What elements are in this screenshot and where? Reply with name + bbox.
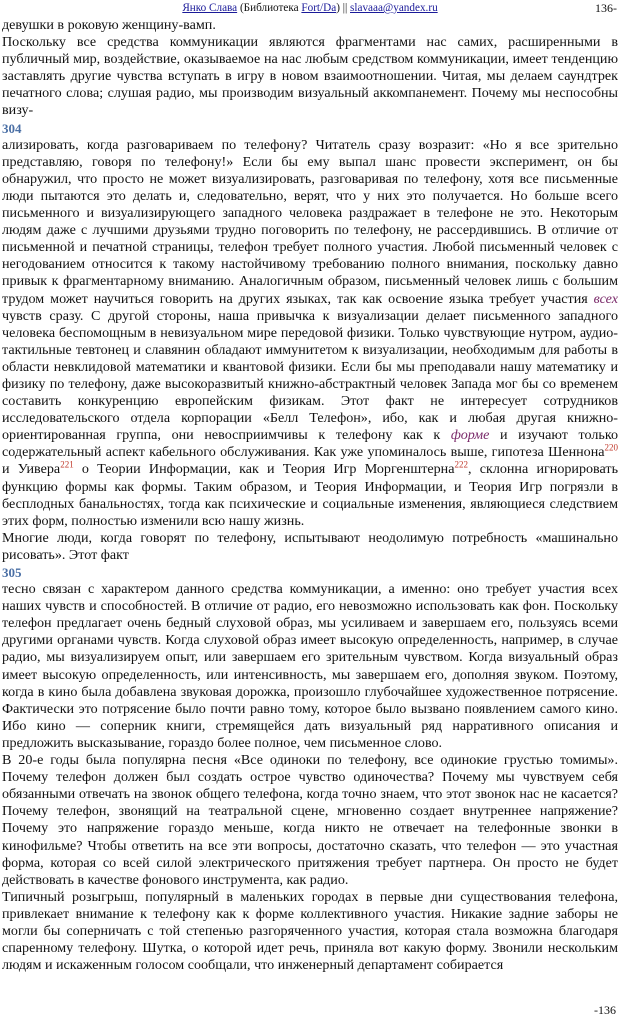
text-run: и изучают только содержательный аспект кабельного обслуживания. Как уже упоминалось выше, гипотеза Шеннона xyxy=(2,427,618,461)
text-run: чувств сразу. С другой стороны, наша привычка к визуализации делает письменного западного человека беспомощным в невизуальном мире передовой физики. Только чувствующие нутром, аудио-тактильные тевтонец и славянин обладают иммунитетом к визуализации, необходимым для работы в области невклидовой математики и квантовой физики. Если бы мы преподавали нашу математику и физику по телефону, даже высокоразвитый книжно-абстрактный человек Запада мог бы со временем составить конкуренцию европейским физикам. Этот факт не интересует сотрудников исследовательского отдела корпорации «Белл Телефон», ибо, как и любая другая книжно-ориентированная группа, они невосприимчивы к телефону как к xyxy=(2,307,618,444)
paragraph: Поскольку все средства коммуникации являются фрагментами нас самих, расширенными в публичный мир, воздействие, оказываемое на нас любым средством коммуникации, имеет тенденцию заставлять другие чувства вступать в игру в новом взаимоотношении. Читая, мы делаем саундтрек печатного слова; слушая радио, мы производим визуальный аккомпанемент. Почему мы неспособны визу- xyxy=(2,34,618,119)
emphasis: всех xyxy=(593,290,618,307)
paragraph: девушки в роковую женщину-вамп. xyxy=(2,17,216,33)
paragraph: Многие люди, когда говорят по телефону, испытывают неодолимую потребность «машинально рисовать». Этот факт xyxy=(2,529,618,563)
author-link[interactable]: Янко Слава xyxy=(182,2,238,14)
text-run: , склонна игнорировать функцию формы как формы. Таким образом, и Теория Информации, и Теория Игр погрязли в бесплодных банальностях, тогда как психические и социальные изменения, являющиеся следствием этих форм, полностью изменили всю нашу жизнь. xyxy=(2,461,618,529)
email-link[interactable]: slavaaa@yandex.ru xyxy=(350,2,438,14)
paragraph xyxy=(2,137,618,530)
footnote-ref[interactable]: 221 xyxy=(60,459,74,470)
page-header xyxy=(0,0,620,16)
library-suffix: ) xyxy=(336,2,340,14)
emphasis: форме xyxy=(450,427,490,444)
header-center xyxy=(0,0,620,16)
paragraph: В 20-е годы была популярна песня «Все одиноки по телефону, все одинокие грустью томимы». Почему телефон должен был создать острое чувство одиночества? Почему мы чувствуем себя обязанными отвечать на звонок общего телефона, когда точно знаем, что этот звонок нас не касается? Почему телефон, звонящий на театральной сцене, мгновенно создает внутреннее напряжение? Почему это напряжение гораздо меньше, когда никто не отвечает на телефонные звонки в кинофильме? Чтобы ответить на все эти вопросы, достаточно сказать, что телефон — это участная форма, которая со всей силой электрического притяжения требует партнера. Он просто не будет действовать в качестве фонового инструмента, как радио. xyxy=(2,752,618,888)
header-separator: || xyxy=(342,2,348,14)
page-marker: 304 xyxy=(2,120,22,136)
paragraph: тесно связан с характером данного средства коммуникации, а именно: оно требует участия всех наших чувств и способностей. В отличие от радио, его невозможно использовать как фон. Поскольку телефон предлагает очень бедный слуховой образ, мы усиливаем и завершаем его, пользуясь всеми другими органами чувств. Когда слуховой образ имеет высокую определенность, например, в случае радио, мы визуализируем опыт, или завершаем его зрительным чувством. Когда визуальный образ имеет высокую определенность, или интенсивность, мы завершаем его, дополняя звуком. Поэтому, когда в кино была добавлена звуковая дорожка, произошло глубочайшее художественное потрясение. Фактически это потрясение было почти равно тому, которое было вызвано появлением самого кино. Ибо кино — соперник книги, стремящейся дать визуальный ряд нарративного описания и предложить высказывание, гораздо более полное, чем письменное слово. xyxy=(2,581,618,751)
page-content xyxy=(2,17,618,974)
paragraph: Типичный розыгрыш, популярный в маленьких городах в первые дни существования телефона, привлекает внимание к телефону как к форме коллективного участия. Никакие задние заборы не могли бы соперничать с той степенью разгоряченного участия, которая стала возможна благодаря спаренному телефону. Шутка, о которой идет речь, приняла вот какую форму. Звонили нескольким людям и искаженным голосом сообщали, что инженерный департамент собирается xyxy=(2,888,618,974)
text-run: ализировать, когда разговариваем по телефону? Читатель сразу возразит: «Но я все зрительно представляю, говоря по телефону!» Если бы ему выпал шанс провести эксперимент, он бы обнаружил, что просто не может визуализировать, разговаривая по телефону, хотя все письменные люди пытаются это делать и, следовательно, верят, что у них это получается. Но больше всего письменного и визуализирующего западного человека раздражает в телефоне не это. Некоторым людям даже с лучшими друзьями трудно поговорить по телефону, не рассердившись. В отличие от письменной и печатной страницы, телефон требует полного участия. Любой письменный человек с негодованием относится к такому настойчивому требованию полного внимания, поскольку давно привык к фрагментарному вниманию. Аналогичным образом, письменный человек лишь с большим трудом может научиться говорить на других языках, так как освоение языка требует участия xyxy=(2,136,618,307)
library-prefix: (Библиотека xyxy=(239,2,302,14)
footnote-ref[interactable]: 220 xyxy=(604,442,618,453)
page-marker: 305 xyxy=(2,565,22,580)
page-footer xyxy=(0,1003,620,1018)
footnote-ref[interactable]: 222 xyxy=(454,459,468,470)
text-run: и Уивера xyxy=(2,461,61,478)
text-run: о Теории Информации, как и Теория Игр Моргенштерна xyxy=(73,461,455,478)
footer-page-number: -136 xyxy=(594,1003,616,1017)
library-link[interactable]: Fort/Da xyxy=(301,2,337,14)
header-page-number: 136- xyxy=(595,1,617,15)
